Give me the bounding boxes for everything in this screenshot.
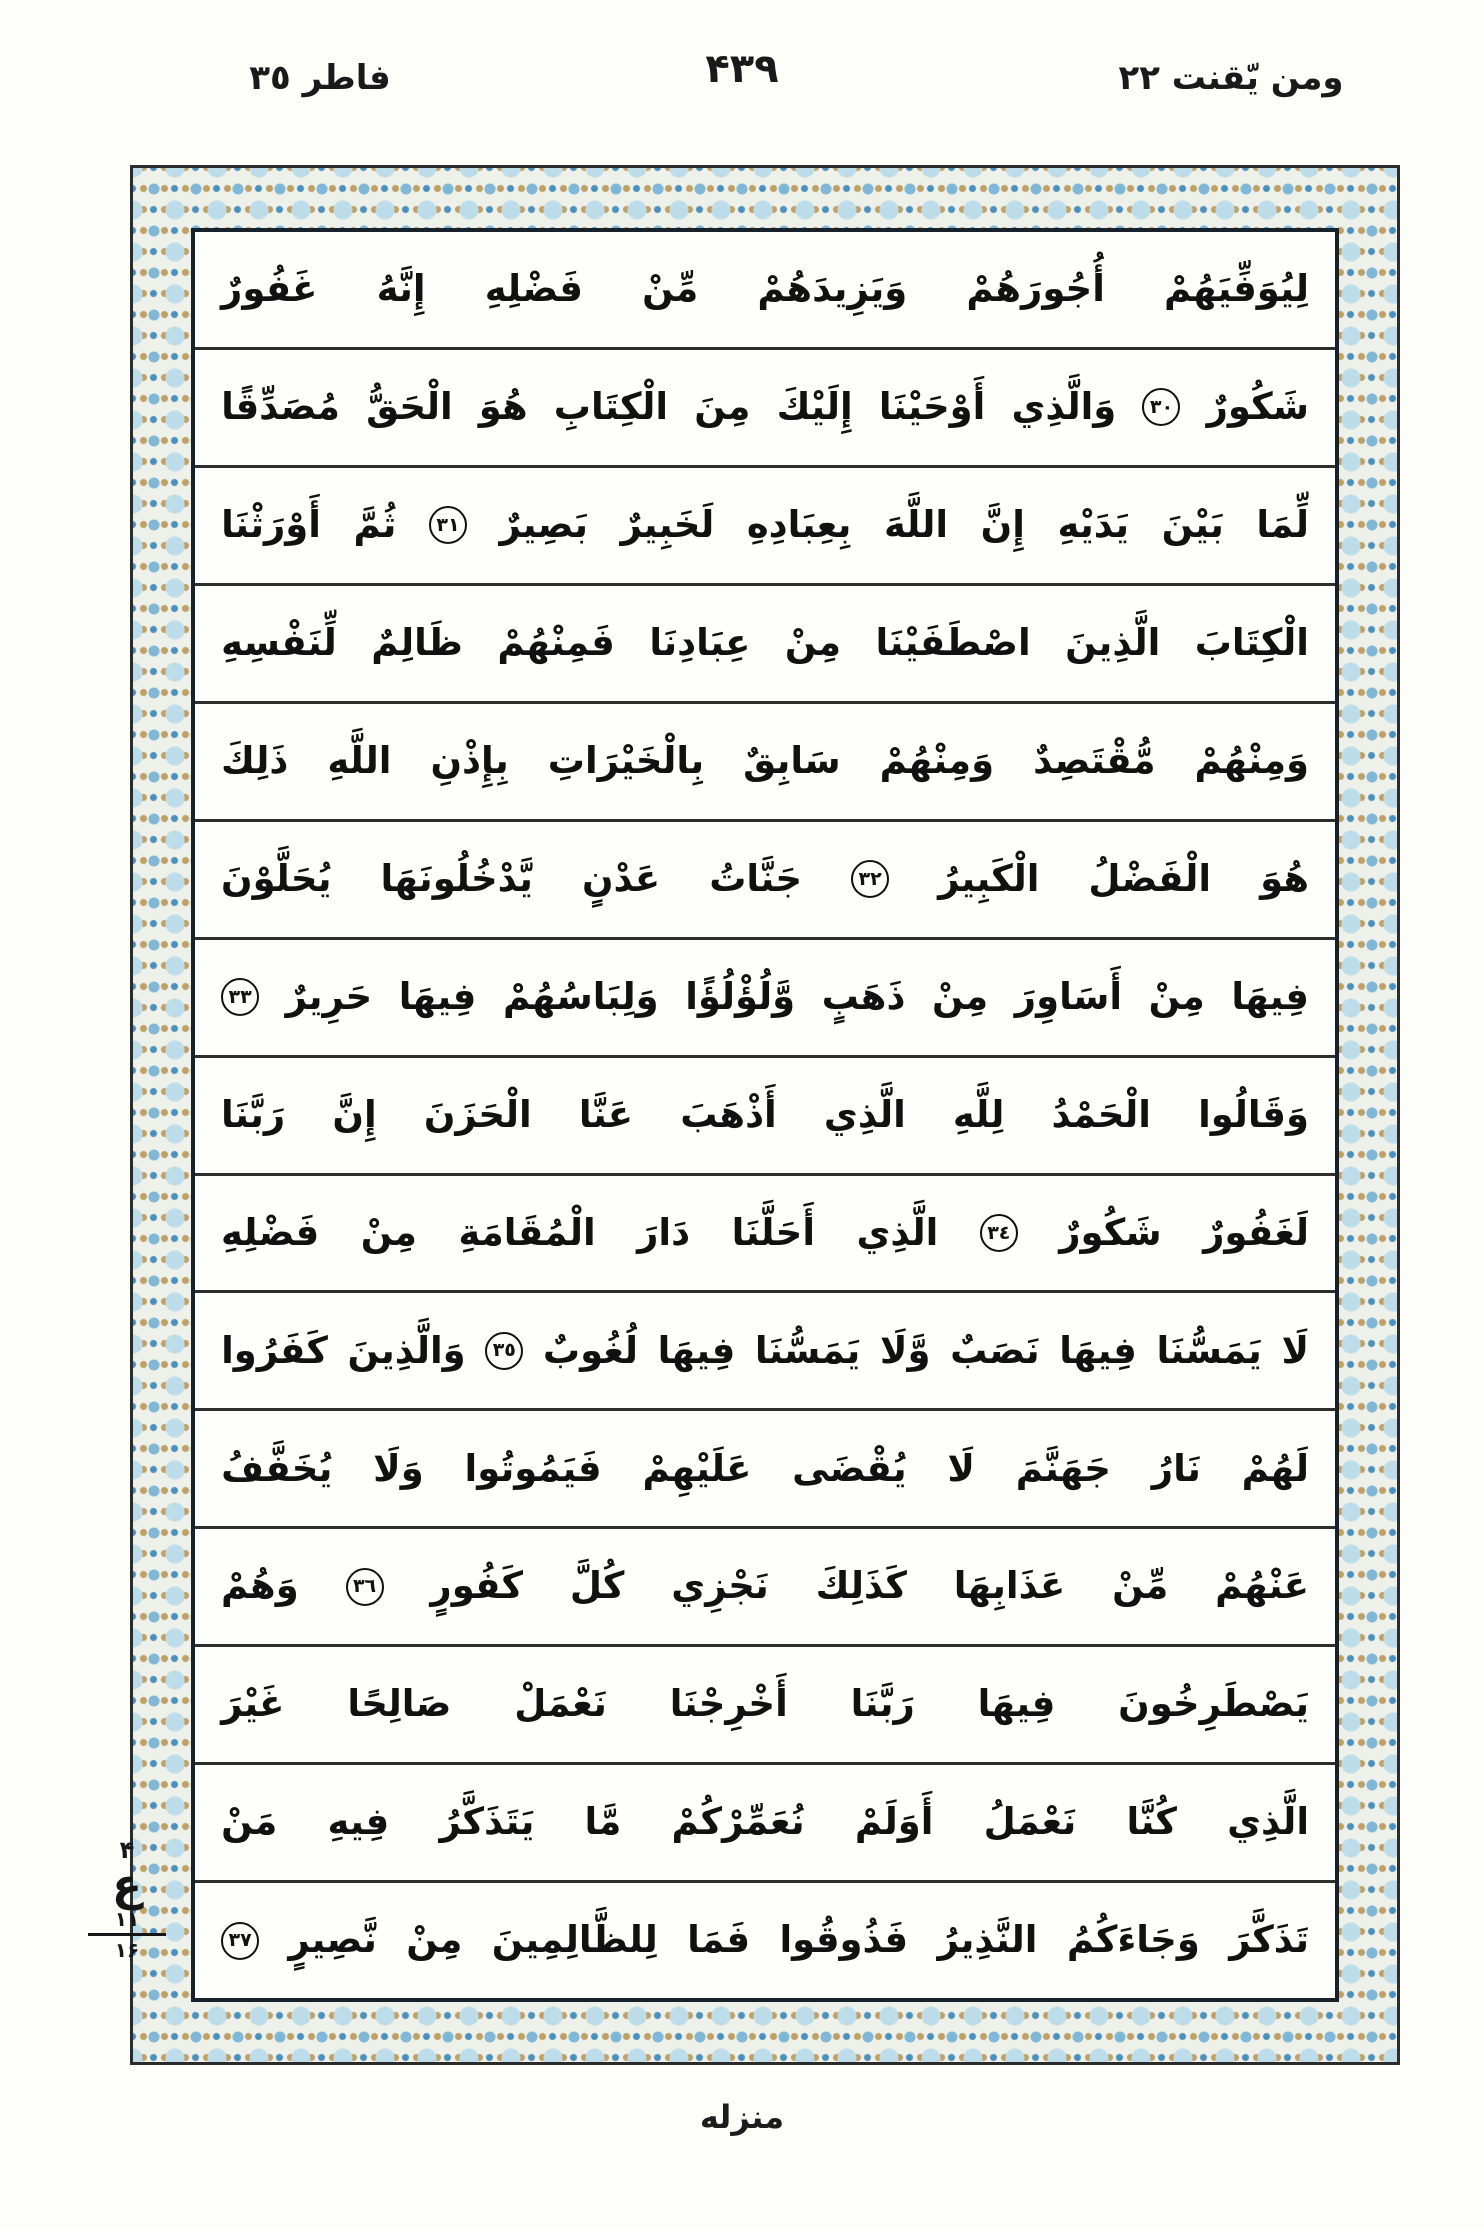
word: هُوَ (478, 385, 528, 429)
word: مِنَ (694, 385, 751, 429)
word: لِّمَا (1256, 503, 1309, 546)
word: فَمِنْهُمْ (497, 620, 615, 664)
word: فِيهَا (1059, 1328, 1137, 1372)
word: يُحَلَّوْنَ (221, 856, 332, 900)
word: فَيَمُوتُوا (464, 1446, 602, 1490)
word: أَوَلَمْ (854, 1800, 934, 1844)
word: لِلظَّالِمِينَ (491, 1918, 658, 1962)
word: الْحَزَنَ (423, 1092, 532, 1136)
word: أَخْرِجْنَا (669, 1682, 788, 1726)
word: وَّلَا (879, 1328, 931, 1372)
word: غَيْرَ (221, 1682, 285, 1726)
quran-line-text (221, 738, 1309, 782)
word: لِلَّهِ (952, 1092, 1005, 1136)
word: عَدْنٍ (581, 856, 661, 900)
word: عَنْهُمْ (1215, 1564, 1309, 1608)
word: رَبَّنَا (850, 1682, 915, 1726)
quran-line (195, 1529, 1335, 1647)
word: نَصَبٌ (950, 1328, 1040, 1372)
decorative-border-frame (130, 165, 1400, 2065)
word: مَنْ (221, 1800, 278, 1844)
word: لُغُوبٌ (542, 1328, 639, 1372)
word: نَّصِيرٍ (288, 1918, 377, 1962)
word: وَلَا (373, 1446, 424, 1490)
ayah-end-marker: ٣٣ (221, 978, 259, 1016)
word: يَصْطَرِخُونَ (1118, 1682, 1309, 1726)
quran-line-text (221, 974, 1309, 1018)
word: فِيهَا (977, 1682, 1056, 1726)
ayah-end-marker: ٣٥ (485, 1332, 523, 1370)
word: يَّدْخُلُونَهَا (380, 856, 533, 900)
word: فَضْلِهِ (221, 1210, 320, 1254)
quran-line (195, 1176, 1335, 1294)
quran-line (195, 1293, 1335, 1411)
quran-line (195, 232, 1335, 350)
word: نُعَمِّرْكُمْ (671, 1800, 805, 1844)
quran-line (195, 822, 1335, 940)
word: فَذُوقُوا (779, 1918, 909, 1962)
word: يُخَفَّفُ (221, 1446, 333, 1490)
word: بَصِيرٌ (499, 503, 588, 546)
word: نَعْمَلْ (514, 1682, 607, 1726)
word: مُصَدِّقًا (221, 385, 340, 429)
word: كَذَلِكَ (815, 1564, 907, 1608)
word: وَمِنْهُمْ (1194, 738, 1309, 782)
word: فَضْلِهِ (484, 267, 583, 311)
word: جَهَنَّمَ (1015, 1446, 1111, 1490)
ayah-end-marker: ٣٠ (1142, 388, 1180, 426)
word: كَفَرُوا (221, 1328, 328, 1372)
word: الْحَقُّ (366, 385, 453, 429)
quran-line (195, 1058, 1335, 1176)
word: حَرِيرٌ (285, 974, 373, 1018)
quran-line-text (221, 1446, 1309, 1490)
word: لِّنَفْسِهِ (221, 620, 337, 664)
word: وَلِبَاسُهُمْ (502, 974, 659, 1018)
word: ذَلِكَ (221, 738, 289, 782)
word: إِنَّ (980, 503, 1025, 546)
margin-ruku-marker (88, 1838, 166, 1961)
word: مِنْ (784, 620, 842, 664)
ruku-middle-number: ۱۱ (88, 1909, 166, 1936)
word: اللَّهَ (883, 503, 949, 546)
word: بِعِبَادِهِ (746, 503, 852, 546)
word: الْفَضْلُ (1088, 856, 1212, 900)
quran-line-text (221, 505, 1309, 546)
word: مِنْ (360, 1210, 417, 1254)
word: رَبَّنَا (221, 1092, 286, 1136)
word: وَمِنْهُمْ (879, 738, 995, 782)
quran-line-text (221, 387, 1309, 428)
quran-line-text (221, 1802, 1309, 1843)
word: الَّذِي (1227, 1800, 1309, 1844)
word: مِّنْ (1112, 1564, 1169, 1608)
word: يَمَسُّنَا (754, 1328, 861, 1372)
word: الَّذِي (856, 1210, 939, 1254)
word: وَّلُؤْلُؤًا (685, 974, 796, 1018)
word: الْكَبِيرُ (938, 856, 1040, 900)
word: شَكُورٌ (1206, 385, 1309, 429)
word: أَذْهَبَ (680, 1092, 777, 1136)
word: فِيهَا (657, 1328, 736, 1372)
word: شَكُورٌ (1059, 1210, 1162, 1254)
header-juz-label: ومن يّقنت ٢٢ (1118, 58, 1344, 98)
word: ذَهَبٍ (821, 974, 906, 1018)
header-surah-label: فاطر ٣٥ (249, 58, 391, 98)
word: لَا (947, 1446, 975, 1490)
word: وَهُمْ (221, 1564, 299, 1608)
header-page-number: ۴۳۹ (705, 46, 779, 92)
quran-line (195, 468, 1335, 586)
word: هُوَ (1260, 856, 1309, 900)
quran-line-text (221, 1328, 1309, 1372)
word: جَنَّاتُ (709, 856, 803, 900)
word: وَقَالُوا (1198, 1092, 1309, 1136)
word: مُّقْتَصِدٌ (1033, 738, 1156, 782)
word: مِنْ (406, 1918, 463, 1962)
word: يَتَذَكَّرُ (439, 1800, 535, 1844)
ayah-end-marker: ٣١ (429, 506, 467, 544)
word: أَوْرَثْنَا (221, 503, 321, 546)
word: وَجَاءَكُمُ (1066, 1918, 1200, 1962)
word: مِنْ (932, 974, 989, 1018)
word: إِنَّ (332, 1092, 377, 1136)
word: مَّا (584, 1800, 622, 1844)
quran-text-block (191, 228, 1339, 2002)
word: وَالَّذِينَ (347, 1328, 466, 1372)
word: بِالْخَيْرَاتِ (547, 738, 705, 782)
ruku-ain-letter: ع (111, 1860, 143, 1912)
word: لِيُوَفِّيَهُمْ (1164, 267, 1309, 311)
ruku-bottom-number: ۱۶ (114, 1938, 140, 1963)
ayah-end-marker: ٣٦ (346, 1568, 384, 1606)
word: أَحَلَّنَا (731, 1210, 816, 1254)
quran-line (195, 1647, 1335, 1765)
word: فِيهَا (398, 974, 477, 1018)
word: عَلَيْهِمْ (642, 1446, 752, 1490)
catchword: منزله (699, 2098, 785, 2136)
word: الْكِتَابَ (1194, 620, 1309, 664)
word: صَالِحًا (347, 1682, 452, 1726)
ruku-top-number: ۴ (119, 1836, 135, 1864)
word: غَفُورٌ (221, 267, 318, 311)
quran-line-text (221, 1920, 1309, 1961)
word: الْكِتَابِ (553, 385, 669, 429)
word: مِّنْ (642, 267, 699, 311)
quran-line (195, 350, 1335, 468)
word: أُجُورَهُمْ (966, 267, 1105, 311)
word: فِيهَا (1231, 974, 1309, 1018)
word: يَدَيْهِ (1057, 503, 1130, 546)
word: أَوْحَيْنَا (878, 385, 986, 429)
word: الَّذِي (823, 1092, 906, 1136)
word: لَهُمْ (1241, 1446, 1309, 1490)
word: كَفُورٍ (430, 1564, 524, 1608)
word: إِنَّهُ (376, 267, 426, 311)
word: عِبَادِنَا (649, 620, 751, 664)
word: وَيَزِيدَهُمْ (757, 267, 908, 311)
word: اللَّهِ (327, 738, 392, 782)
word: لَخَبِيرٌ (620, 503, 715, 546)
word: أَسَاوِرَ (1014, 974, 1123, 1018)
word: يَمَسُّنَا (1156, 1328, 1262, 1372)
quran-line-text (221, 269, 1309, 310)
word: يُقْضَى (792, 1446, 907, 1490)
word: ثُمَّ (353, 503, 397, 546)
word: سَابِقٌ (743, 738, 841, 782)
word: الْحَمْدُ (1051, 1092, 1151, 1136)
word: عَنَّا (578, 1092, 634, 1136)
word: بِإِذْنِ (430, 738, 509, 782)
word: كُنَّا (1126, 1800, 1177, 1844)
word: بَيْنَ (1161, 503, 1224, 546)
quran-line (195, 704, 1335, 822)
word: مِنْ (1148, 974, 1205, 1018)
word: ظَالِمٌ (371, 620, 463, 664)
word: لَا (1281, 1328, 1309, 1372)
quran-line (195, 1411, 1335, 1529)
word: نَعْمَلُ (983, 1800, 1077, 1844)
word: دَارَ (637, 1210, 691, 1254)
quran-line (195, 940, 1335, 1058)
quran-line-text (221, 1566, 1309, 1607)
word: تَذَكَّرَ (1229, 1918, 1309, 1962)
quran-line (195, 1765, 1335, 1883)
quran-line-text (221, 1092, 1309, 1136)
quran-line-text (221, 1684, 1309, 1725)
word: لَغَفُورٌ (1203, 1210, 1309, 1254)
word: فِيهِ (327, 1800, 390, 1844)
ayah-end-marker: ٣٤ (980, 1214, 1018, 1252)
ayah-end-marker: ٣٧ (221, 1922, 259, 1960)
quran-line-text (221, 620, 1309, 664)
quran-line (195, 586, 1335, 704)
quran-line (195, 1883, 1335, 1998)
word: وَالَّذِي (1011, 385, 1117, 429)
quran-line-text (221, 856, 1309, 900)
word: نَجْزِي (671, 1564, 769, 1608)
word: نَارُ (1151, 1446, 1201, 1490)
word: إِلَيْكَ (776, 385, 853, 429)
word: الْمُقَامَةِ (458, 1210, 596, 1254)
word: الَّذِينَ (1065, 620, 1161, 664)
word: فَمَا (687, 1918, 751, 1962)
word: النَّذِيرُ (937, 1918, 1038, 1962)
word: كُلَّ (569, 1564, 625, 1608)
word: عَذَابِهَا (953, 1564, 1066, 1608)
ayah-end-marker: ٣٢ (851, 860, 889, 898)
quran-line-text (221, 1210, 1309, 1254)
word: اصْطَفَيْنَا (875, 620, 1031, 664)
